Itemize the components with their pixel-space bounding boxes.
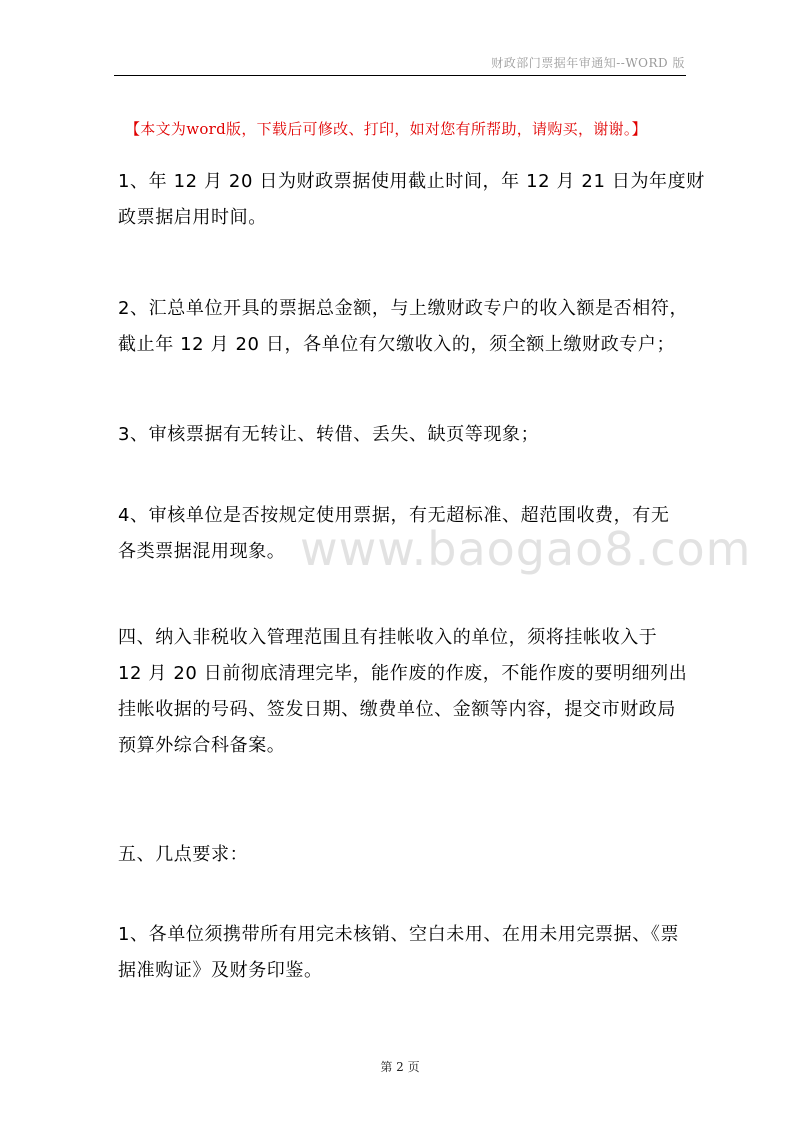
paragraph-4 (118, 498, 688, 570)
paragraph-line: 12 月 20 日前彻底清理完毕，能作废的作废，不能作废的要明细列出 (118, 663, 688, 684)
header-divider (114, 75, 686, 76)
paragraph-line: 五、几点要求： (118, 844, 249, 865)
paragraph-line: 各类票据混用现象。 (118, 541, 286, 562)
purchase-notice: 【本文为word版，下载后可修改、打印，如对您有所帮助，请购买，谢谢。】 (125, 120, 647, 138)
paragraph-5 (118, 620, 688, 764)
page-number: 第 2 页 (380, 1060, 420, 1074)
paragraph-3 (118, 417, 688, 453)
paragraph-2 (118, 291, 688, 363)
paragraph-6 (118, 837, 688, 873)
paragraph-line: 据准购证》及财务印鉴。 (118, 960, 323, 981)
paragraph-line: 2、汇总单位开具的票据总金额，与上缴财政专户的收入额是否相符， (118, 298, 689, 319)
paragraph-line: 预算外综合科备案。 (118, 735, 286, 756)
paragraph-line: 政票据启用时间。 (118, 207, 267, 228)
paragraph-line: 挂帐收据的号码、签发日期、缴费单位、金额等内容，提交市财政局 (118, 699, 676, 720)
paragraph-line: 截止年 12 月 20 日，各单位有欠缴收入的，须全额上缴财政专户； (118, 334, 676, 355)
paragraph-line: 4、审核单位是否按规定使用票据，有无超标准、超范围收费，有无 (118, 505, 670, 526)
paragraph-line: 3、审核票据有无转让、转借、丢失、缺页等现象； (118, 424, 540, 445)
header-title: 财政部门票据年审通知--WORD 版 (491, 56, 685, 70)
paragraph-line: 四、纳入非税收入管理范围且有挂帐收入的单位，须将挂帐收入于 (118, 627, 658, 648)
paragraph-1 (118, 164, 705, 236)
paragraph-line: 1、各单位须携带所有用完未核销、空白未用、在用未用完票据、《票 (118, 924, 680, 945)
paragraph-7 (118, 917, 688, 989)
paragraph-line: 1、年 12 月 20 日为财政票据使用截止时间，年 12 月 21 日为年度财 (118, 171, 705, 192)
watermark: www.baogao8.com (300, 522, 752, 576)
